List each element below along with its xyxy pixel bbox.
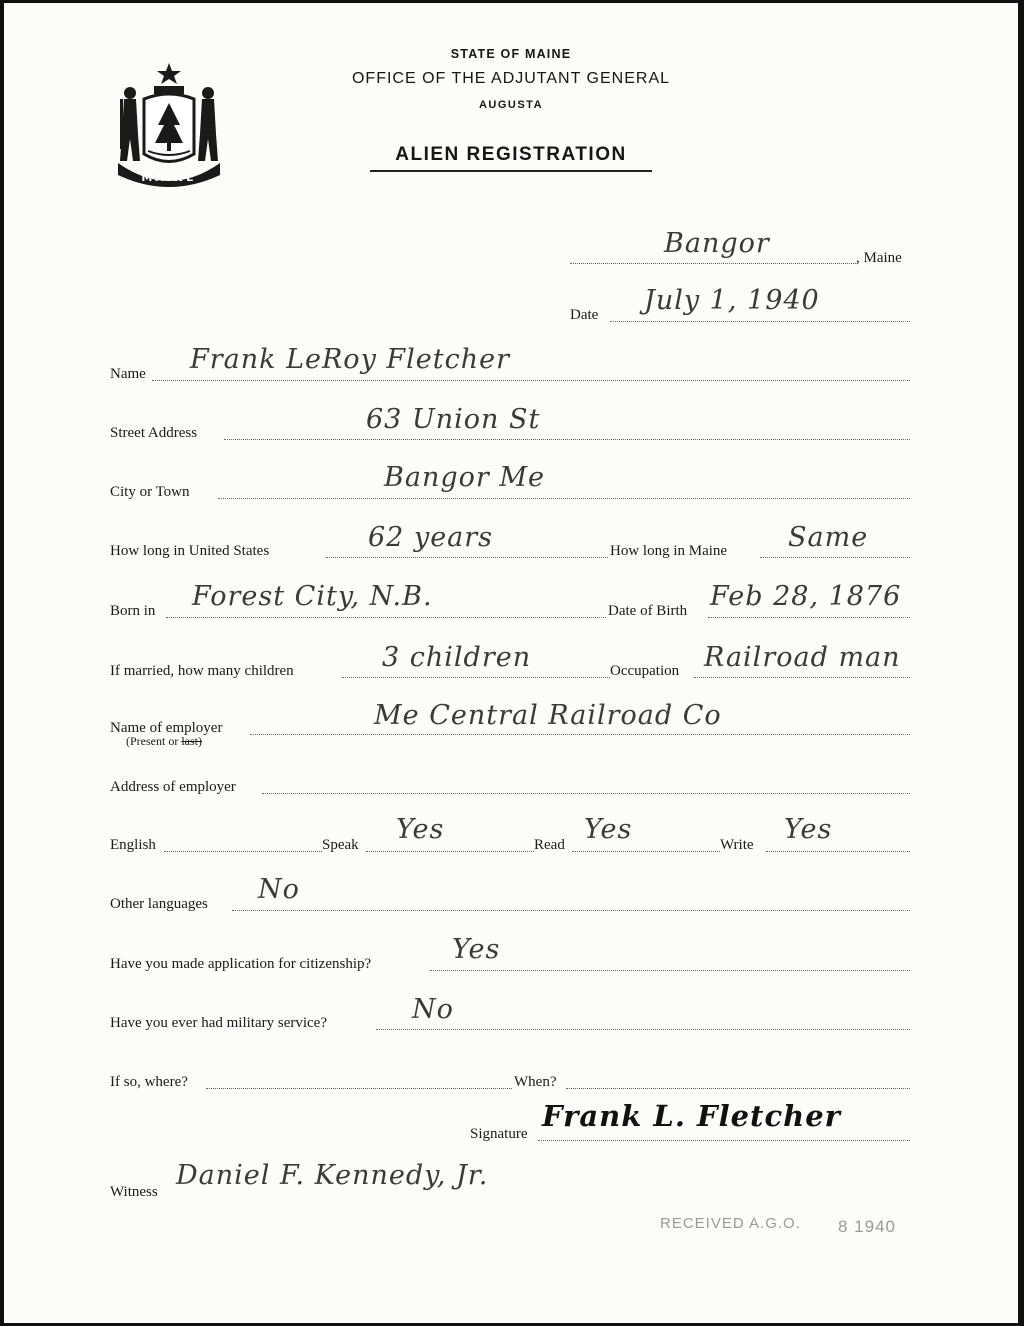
employer-label: Name of employer (110, 720, 223, 736)
read-label: Read (534, 837, 565, 853)
date-label: Date (570, 307, 599, 323)
occupation-line (694, 677, 910, 678)
street-value: 63 Union St (366, 404, 541, 435)
read-value: Yes (584, 814, 633, 845)
years-maine-label: How long in Maine (610, 543, 728, 559)
received-stamp (660, 1215, 801, 1232)
employer-address-line (262, 793, 910, 794)
write-value: Yes (784, 814, 833, 845)
date-value: July 1, 1940 (644, 285, 820, 316)
maine-label: , Maine (856, 250, 902, 266)
dob-label: Date of Birth (608, 603, 688, 619)
employer-line (250, 734, 910, 735)
city-value: Bangor Me (384, 462, 545, 493)
military-value: No (412, 994, 454, 1025)
when-label: When? (514, 1074, 557, 1090)
speak-value: Yes (396, 814, 445, 845)
form-title: ALIEN REGISTRATION (395, 144, 627, 165)
years-us-line (326, 557, 608, 558)
write-line (766, 851, 910, 852)
form-page (4, 3, 1018, 1323)
employer-note-present: (Present or (126, 734, 179, 748)
born-in-label: Born in (110, 603, 156, 619)
when-line (566, 1088, 910, 1089)
other-languages-label: Other languages (110, 896, 208, 912)
speak-label: Speak (322, 837, 359, 853)
military-label: Have you ever had military service? (110, 1015, 327, 1031)
received-stamp-date: 8 1940 (838, 1217, 896, 1236)
citizenship-label: Have you made application for citizenship? (110, 956, 372, 972)
state-heading: STATE OF MAINE (450, 47, 572, 61)
children-value: 3 children (382, 642, 532, 673)
witness-label: Witness (110, 1184, 158, 1200)
city-heading: AUGUSTA (478, 99, 544, 111)
occupation-label: Occupation (610, 663, 680, 679)
years-us-label: How long in United States (110, 543, 270, 559)
born-in-value: Forest City, N.B. (192, 581, 433, 612)
svg-text:MAINE: MAINE (141, 171, 197, 184)
street-line (224, 439, 910, 440)
read-line (572, 851, 720, 852)
years-maine-line (760, 557, 910, 558)
other-languages-line (232, 910, 910, 911)
town-line (570, 263, 858, 264)
if-so-where-line (206, 1088, 512, 1089)
citizenship-value: Yes (452, 934, 501, 965)
city-label: City or Town (110, 484, 190, 500)
children-line (342, 677, 610, 678)
signature-label: Signature (470, 1126, 528, 1142)
name-label: Name (110, 366, 146, 382)
title-underline (370, 170, 652, 172)
street-label: Street Address (110, 425, 198, 441)
citizenship-line (430, 970, 910, 971)
signature-line (538, 1140, 910, 1141)
other-languages-value: No (258, 874, 300, 905)
born-in-line (166, 617, 606, 618)
name-value: Frank LeRoy Fletcher (190, 344, 510, 375)
write-label: Write (720, 837, 754, 853)
english-label: English (110, 837, 156, 853)
signature-value: Frank L. Fletcher (542, 1099, 841, 1133)
witness-value: Daniel F. Kennedy, Jr. (176, 1160, 489, 1191)
dob-line (708, 617, 910, 618)
town-value: Bangor (664, 228, 770, 259)
english-line (164, 851, 322, 852)
received-stamp-label: RECEIVED A.G.O. (660, 1215, 801, 1232)
speak-line (366, 851, 534, 852)
office-heading: OFFICE OF THE ADJUTANT GENERAL (351, 70, 671, 87)
occupation-value: Railroad man (704, 642, 901, 673)
name-line (152, 380, 910, 381)
children-label: If married, how many children (110, 663, 294, 679)
military-line (376, 1029, 910, 1030)
employer-note (126, 735, 202, 748)
employer-value: Me Central Railroad Co (374, 700, 722, 731)
years-maine-value: Same (788, 522, 869, 553)
years-us-value: 62 years (368, 522, 494, 553)
city-line (218, 498, 910, 499)
employer-address-label: Address of employer (110, 779, 236, 795)
date-line (610, 321, 910, 322)
employer-note-last: last) (181, 734, 202, 748)
if-so-where-label: If so, where? (110, 1074, 188, 1090)
dob-value: Feb 28, 1876 (710, 581, 902, 612)
